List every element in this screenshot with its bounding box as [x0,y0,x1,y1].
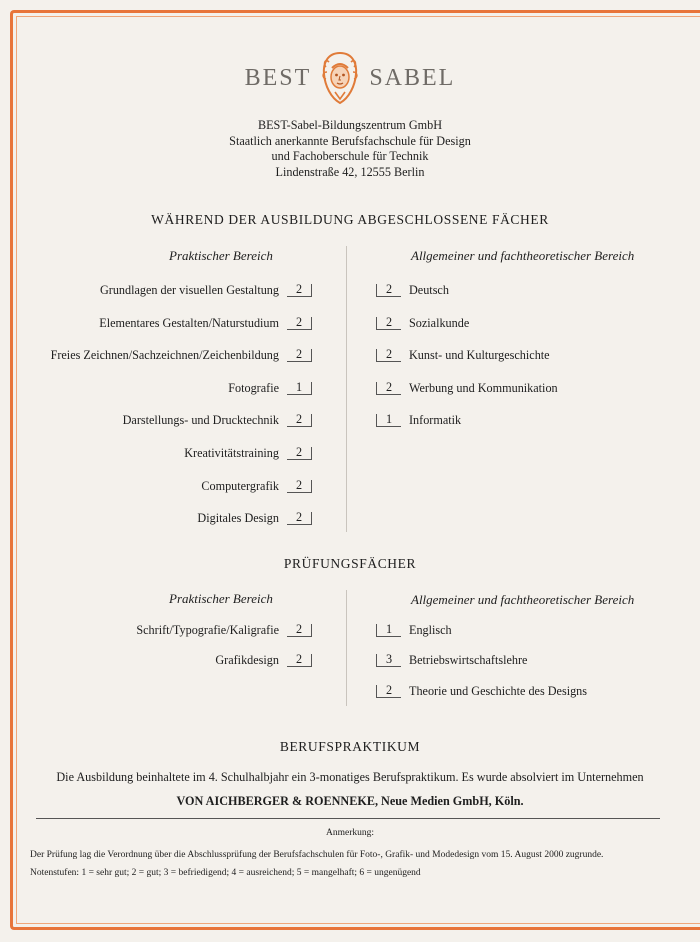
left-column-heading: Praktischer Bereich [169,248,273,263]
grade-row [376,623,452,638]
grade-box: 2 [376,349,401,362]
section-title-internship: BERUFSPRAKTIKUM [279,739,421,754]
grade-box: 2 [376,317,401,330]
subject-label: Schrift/Typografie/Kaligrafie [136,623,279,637]
right-column-heading: Allgemeiner und fachtheoretischer Bereich [411,248,635,263]
medusa-seal-icon [317,50,363,106]
subject-label: Theorie und Geschichte des Designs [409,684,588,698]
grade-box: 2 [287,414,312,427]
grade-box: 2 [376,382,401,395]
subject-label: Grafikdesign [215,653,279,667]
grade-row [136,623,312,638]
grade-box: 3 [376,654,401,667]
grade-row [376,283,449,298]
grade-row [376,348,550,363]
subject-label: Sozialkunde [409,316,470,330]
subject-label: Darstellungs- und Drucktechnik [122,413,279,427]
grade-row [51,348,312,363]
school-name: BEST-Sabel-Bildungszentrum GmbH [257,118,443,132]
internship-company: VON AICHBERGER & ROENNEKE, Neue Medien GmbH, Köln. [176,794,524,808]
subject-label: Betriebswirtschaftslehre [409,653,528,667]
footer-rule [36,818,660,819]
grade-box: 2 [287,480,312,493]
section-title-completed-subjects: WÄHREND DER AUSBILDUNG ABGESCHLOSSENE FÄCHER [151,212,549,227]
grade-box: 2 [287,447,312,460]
grade-box: 2 [287,349,312,362]
grade-row [184,446,312,461]
grade-box: 2 [376,284,401,297]
subject-label: Werbung und Kommunikation [409,381,558,395]
grade-box: 2 [287,512,312,525]
school-logo [0,48,700,108]
grade-row [228,381,312,396]
grade-row [201,479,312,494]
grade-row [376,413,461,428]
subject-label: Digitales Design [197,511,279,525]
subject-label: Deutsch [409,283,449,297]
subject-label: Informatik [409,413,462,427]
grade-box: 1 [287,382,312,395]
grade-row [197,511,312,526]
right-column-heading: Allgemeiner und fachtheoretischer Bereich [411,592,635,607]
subject-label: Englisch [409,623,452,637]
section-title-exam-subjects: PRÜFUNGSFÄCHER [283,556,417,571]
logo-right-word: SABEL [369,64,456,91]
note-regulation: Der Prüfung lag die Verordnung über die Abschlussprüfung der Berufsfachschulen für Foto-, Grafik- und Modedesign vom 15. August 2000 zugrunde. [30,850,604,860]
school-address [0,118,700,180]
grade-box: 2 [287,284,312,297]
subject-label: Freies Zeichnen/Sachzeichnen/Zeichenbildung [50,348,279,362]
grade-box: 2 [287,654,312,667]
grade-row [99,316,312,331]
subject-label: Elementares Gestalten/Naturstudium [99,316,279,330]
grade-row [376,316,469,331]
note-grade-scale: Notenstufen: 1 = sehr gut; 2 = gut; 3 = befriedigend; 4 = ausreichend; 5 = mangelhaft; 6 = ungenügend [30,868,421,878]
grade-box: 1 [376,624,401,637]
grade-box: 1 [376,414,401,427]
grade-box: 2 [287,624,312,637]
grade-box: 2 [287,317,312,330]
school-subtitle-2: und Fachoberschule für Technik [271,149,429,163]
subject-label: Computergrafik [201,479,279,493]
note-title: Anmerkung: [325,828,375,838]
school-street: Lindenstraße 42, 12555 Berlin [275,164,425,179]
internship-text: Die Ausbildung beinhaltete im 4. Schulhalbjahr ein 3-monatiges Berufspraktikum. Es wurde absolviert im Unternehmen [56,770,644,784]
grade-row [100,283,312,298]
left-column-heading: Praktischer Bereich [169,591,273,606]
grade-row [376,684,587,699]
subject-label: Kunst- und Kulturgeschichte [409,348,550,362]
grade-row [376,653,527,668]
school-subtitle-1: Staatlich anerkannte Berufsfachschule für Design [229,133,471,148]
logo-left-word: BEST [244,64,312,91]
subject-label: Fotografie [228,381,279,395]
grade-row [215,653,312,668]
subject-label: Grundlagen der visuellen Gestaltung [99,283,279,297]
column-divider [346,246,347,532]
column-divider [346,590,347,706]
subject-label: Kreativitätstraining [184,446,279,460]
grade-row [123,413,312,428]
grade-box: 2 [376,685,401,698]
grade-row [376,381,558,396]
